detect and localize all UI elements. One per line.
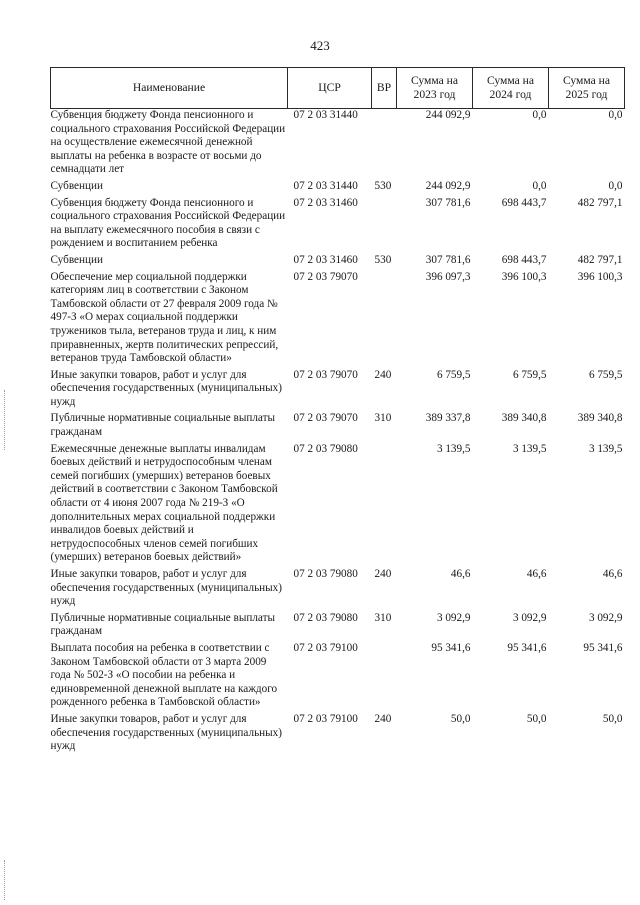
row-vr: 310	[374, 611, 392, 624]
row-sum-2023: 389 337,8	[425, 412, 471, 425]
row-csr: 07 2 03 79080	[293, 442, 358, 455]
table-body	[51, 109, 625, 757]
row-sum-2025: 3 139,5	[588, 442, 623, 455]
row-csr: 07 2 03 79100	[293, 712, 358, 725]
row-vr: 240	[374, 568, 392, 580]
row-vr: 530	[374, 179, 392, 192]
binding-marks	[4, 390, 6, 450]
row-sum-2024: 50,0	[526, 712, 547, 725]
row-sum-2024: 3 092,9	[512, 611, 547, 624]
row-vr: 240	[374, 368, 392, 381]
header-csr: ЦСР	[288, 68, 372, 109]
binding-marks	[4, 860, 6, 900]
row-sum-2023: 46,6	[450, 568, 471, 580]
header-vr: ВР	[372, 68, 397, 109]
table-row	[51, 197, 625, 254]
row-sum-2023: 6 759,5	[436, 368, 471, 381]
row-vr: 310	[374, 412, 392, 425]
row-name: Иные закупки товаров, работ и услуг для обеспечения государственных (муниципальных) нужд	[50, 568, 282, 608]
row-vr	[372, 271, 397, 369]
row-csr: 07 2 03 79100	[293, 641, 358, 654]
row-sum-2024: 0,0	[532, 179, 547, 192]
row-name: Выплата пособия на ребенка в соответствии с Законом Тамбовской области от 3 марта 2009 года № 502-З «О пособии на ребенка и единовременной денежной выплате на каждого рожденного ребенка в Тамбовской области»	[50, 641, 278, 709]
header-sum-2023: Сумма на 2023 год	[397, 68, 473, 109]
row-sum-2025: 50,0	[602, 712, 623, 725]
table-row	[51, 369, 625, 413]
row-sum-2023: 244 092,9	[425, 179, 471, 192]
row-sum-2024: 3 139,5	[512, 442, 547, 455]
table-row	[51, 254, 625, 271]
row-vr	[372, 642, 397, 713]
row-name: Ежемесячные денежные выплаты инвалидам боевых действий и нетрудоспособным членам семей погибших (умерших) ветеранов боевых действий в соответствии с Законом Тамбовской области от 4 июня 2007 года № 219-З «О дополнительных мерах социальной поддержки инвалидов боевых действий и нетрудоспособных членов семей погибших (умерших) ветеранов боевых действий»	[50, 442, 278, 564]
table-row	[51, 271, 625, 369]
row-csr: 07 2 03 79070	[293, 270, 358, 283]
table-row	[51, 443, 625, 568]
row-csr: 07 2 03 79070	[293, 412, 358, 425]
row-sum-2023: 3 092,9	[436, 611, 471, 624]
row-csr: 07 2 03 31460	[293, 253, 358, 266]
row-csr: 07 2 03 79080	[293, 611, 358, 624]
row-name: Обеспечение мер социальной поддержки категориям лиц в соответствии с Законом Тамбовской области от 27 февраля 2009 года № 497-З «О мерах социальной поддержки тружеников тыла, ветеранов труда и лиц, к ним приравненных, жертв политических репрессий, ветеранов труда Тамбовской области»	[50, 270, 279, 365]
row-vr: 530	[374, 253, 392, 266]
row-name: Субвенции	[50, 179, 103, 192]
row-sum-2024: 698 443,7	[501, 196, 547, 209]
row-sum-2023: 307 781,6	[425, 196, 471, 209]
row-csr: 07 2 03 31440	[293, 109, 358, 121]
row-vr	[372, 197, 397, 254]
row-name: Публичные нормативные социальные выплаты гражданам	[50, 412, 276, 439]
budget-table	[50, 67, 625, 757]
header-sum-2024: Сумма на 2024 год	[473, 68, 549, 109]
header-name: Наименование	[51, 68, 288, 109]
row-vr	[372, 443, 397, 568]
page-number: 423	[310, 38, 330, 53]
table-header	[51, 68, 625, 109]
table-row	[51, 642, 625, 713]
row-sum-2024: 698 443,7	[501, 253, 547, 266]
row-name: Субвенция бюджету Фонда пенсионного и социального страхования Российской Федерации на осуществление ежемесячной денежной выплаты на ребенка в возрасте от восьми до семнадцати лет	[50, 109, 286, 176]
row-sum-2024: 46,6	[526, 568, 547, 580]
row-name: Иные закупки товаров, работ и услуг для обеспечения государственных (муниципальных) нужд	[50, 368, 282, 408]
row-csr: 07 2 03 79080	[293, 568, 358, 580]
row-sum-2023: 307 781,6	[425, 253, 471, 266]
row-sum-2024: 0,0	[532, 109, 547, 121]
row-sum-2025: 46,6	[602, 568, 623, 580]
row-name: Субвенция бюджету Фонда пенсионного и социального страхования Российской Федерации на выплату ежемесячного пособия в связи с рождением и воспитанием ребенка	[50, 196, 286, 250]
row-name: Публичные нормативные социальные выплаты гражданам	[50, 611, 276, 638]
row-vr: 240	[374, 712, 392, 725]
row-vr	[372, 109, 397, 180]
row-csr: 07 2 03 31440	[293, 179, 358, 192]
row-name: Субвенции	[50, 253, 103, 266]
table-row	[51, 180, 625, 197]
row-sum-2023: 3 139,5	[436, 442, 471, 455]
row-sum-2025: 482 797,1	[577, 253, 623, 266]
row-sum-2023: 50,0	[450, 712, 471, 725]
row-name: Иные закупки товаров, работ и услуг для обеспечения государственных (муниципальных) нужд	[50, 712, 282, 753]
row-sum-2024: 389 340,8	[501, 412, 547, 425]
header-sum-2025: Сумма на 2025 год	[549, 68, 625, 109]
table-row	[51, 568, 625, 612]
row-sum-2025: 95 341,6	[583, 641, 623, 654]
row-sum-2025: 389 340,8	[577, 412, 623, 425]
row-sum-2024: 95 341,6	[507, 641, 547, 654]
row-sum-2025: 6 759,5	[588, 368, 623, 381]
row-csr: 07 2 03 79070	[293, 368, 358, 381]
table-row	[51, 109, 625, 180]
row-sum-2023: 244 092,9	[425, 109, 471, 121]
row-sum-2023: 95 341,6	[431, 641, 471, 654]
row-sum-2024: 396 100,3	[501, 270, 547, 283]
table-row	[51, 612, 625, 642]
row-sum-2024: 6 759,5	[512, 368, 547, 381]
row-sum-2025: 482 797,1	[577, 196, 623, 209]
table-row	[51, 713, 625, 757]
row-sum-2025: 0,0	[608, 109, 623, 121]
table-row	[51, 412, 625, 442]
row-csr: 07 2 03 31460	[293, 196, 358, 209]
row-sum-2025: 396 100,3	[577, 270, 623, 283]
row-sum-2025: 3 092,9	[588, 611, 623, 624]
row-sum-2025: 0,0	[608, 179, 623, 192]
row-sum-2023: 396 097,3	[425, 270, 471, 283]
